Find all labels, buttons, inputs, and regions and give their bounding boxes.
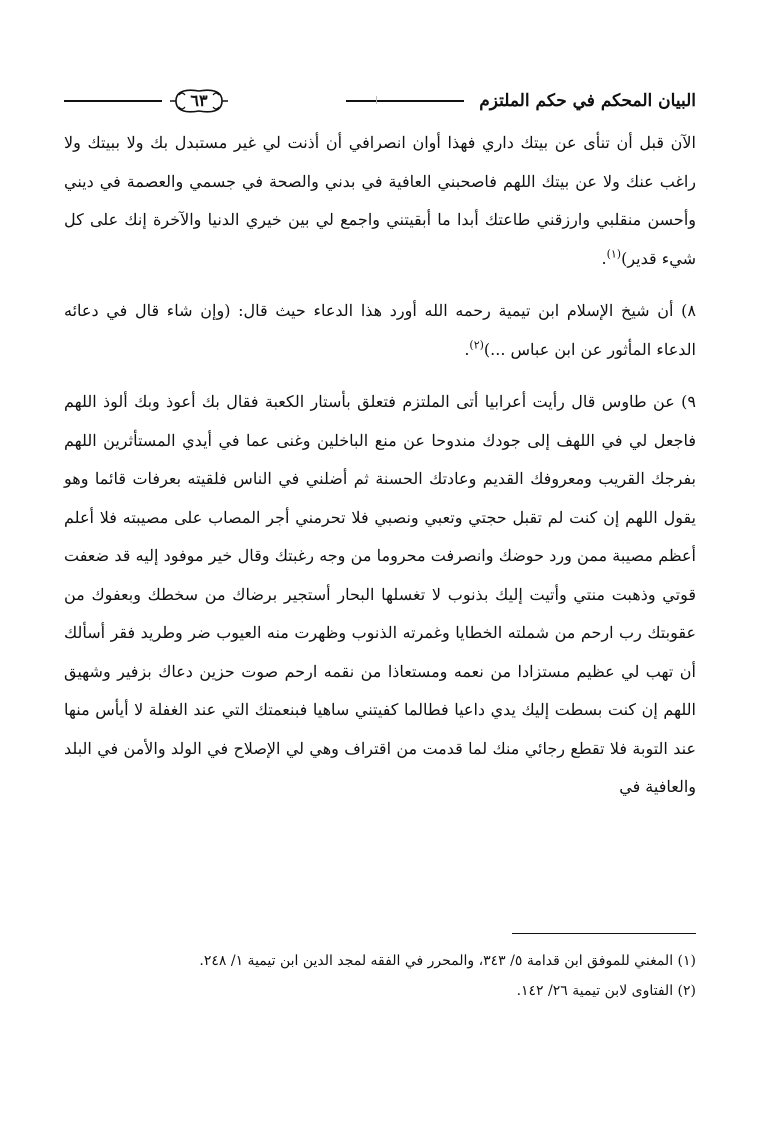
paragraph-2-text: ٨) أن شيخ الإسلام ابن تيمية رحمه الله أورد هذا الدعاء حيث قال: (وإن شاء قال في دعائه الدعاء المأثور عن ابن عباس ...) xyxy=(64,301,696,359)
paragraph-3: ٩) عن طاوس قال رأيت أعرابيا أتى الملتزم فتعلق بأستار الكعبة فقال بك أعوذ وبك ألوذ اللهم فاجعل لي في اللهف إلى جودك مندوحا عن منع الباخلين وغنى عما في أيدي المستأثرين اللهم بفرجك القريب ومعروفك القديم وعادتك الحسنة ثم أضلني في الناس فلقيته بعرفات قائما وهو يقول اللهم إن كنت لم تقبل حجتي وتعبي ونصبي فلا تحرمني أجر المصاب على مصيبته فلا أعلم أعظم مصيبة ممن ورد حوضك وانصرفت محروما من وجه رغبتك وقال خير موفود إليه قد ضعفت قوتي وذهبت منتي وأتيت إليك بذنوب لا تغسلها البحار أستجير برضاك من سخطك وبعفوك من عقوبتك رب ارحم من شملته الخطايا وغمرته الذنوب وظهرت منه العيوب ضر وطريد فقر أسألك أن تهب لي عظيم مستزادا من نعمه ومستعاذا من نقمه ارحم صوت حزين دعاك بزفير وشهيق اللهم إن كنت بسطت إليك يدي داعيا فطالما كفيتني ساهيا فبنعمتك التي عند الغفلة لا أيأس منها عند التوبة فلا تقطع رجائي منك لما قدمت من اقتراف وهي لي الإصلاح في الولد والأمن في البلد والعافية في xyxy=(64,392,697,796)
paragraph-2-end: . xyxy=(464,339,470,359)
header-rule-right xyxy=(346,100,464,102)
page-number: ٦٣ xyxy=(190,91,208,110)
footnotes xyxy=(64,946,696,1006)
footnote-ref-1: (١) xyxy=(606,247,622,261)
margin-tick xyxy=(376,96,377,104)
page-number-ornament xyxy=(168,86,230,116)
paragraph-1-end: . xyxy=(601,248,607,268)
running-header xyxy=(64,86,696,116)
main-text xyxy=(64,124,696,807)
paragraph-1 xyxy=(64,124,696,278)
book-title: البيان المحكم في حكم الملتزم xyxy=(479,91,696,111)
footnote-1: (١) المغني للموفق ابن قدامة ٥/ ٣٤٣، والمحرر في الفقه لمجد الدين ابن تيمية ١/ ٢٤٨. xyxy=(199,953,696,969)
paragraph-2 xyxy=(64,292,696,369)
footnote-2: (٢) الفتاوى لابن تيمية ٢٦/ ١٤٢. xyxy=(516,983,696,999)
footnote-ref-2: (٢) xyxy=(469,338,484,352)
footnote-separator xyxy=(512,933,696,934)
header-rule-left xyxy=(64,100,162,102)
paragraph-1-text: الآن قبل أن تنأى عن بيتك داري فهذا أوان انصرافي أن أذنت لي غير مستبدل بك ولا ببيتك ولا راغب عنك ولا عن بيتك اللهم فاصحبني العافية في بدني والصحة في جسمي والعصمة في ديني وأحسن منقلبي وارزقني طاعتك أبدا ما أبقيتني واجمع لي بين خيري الدنيا والآخرة إنك على كل شيء قدير) xyxy=(64,133,696,268)
